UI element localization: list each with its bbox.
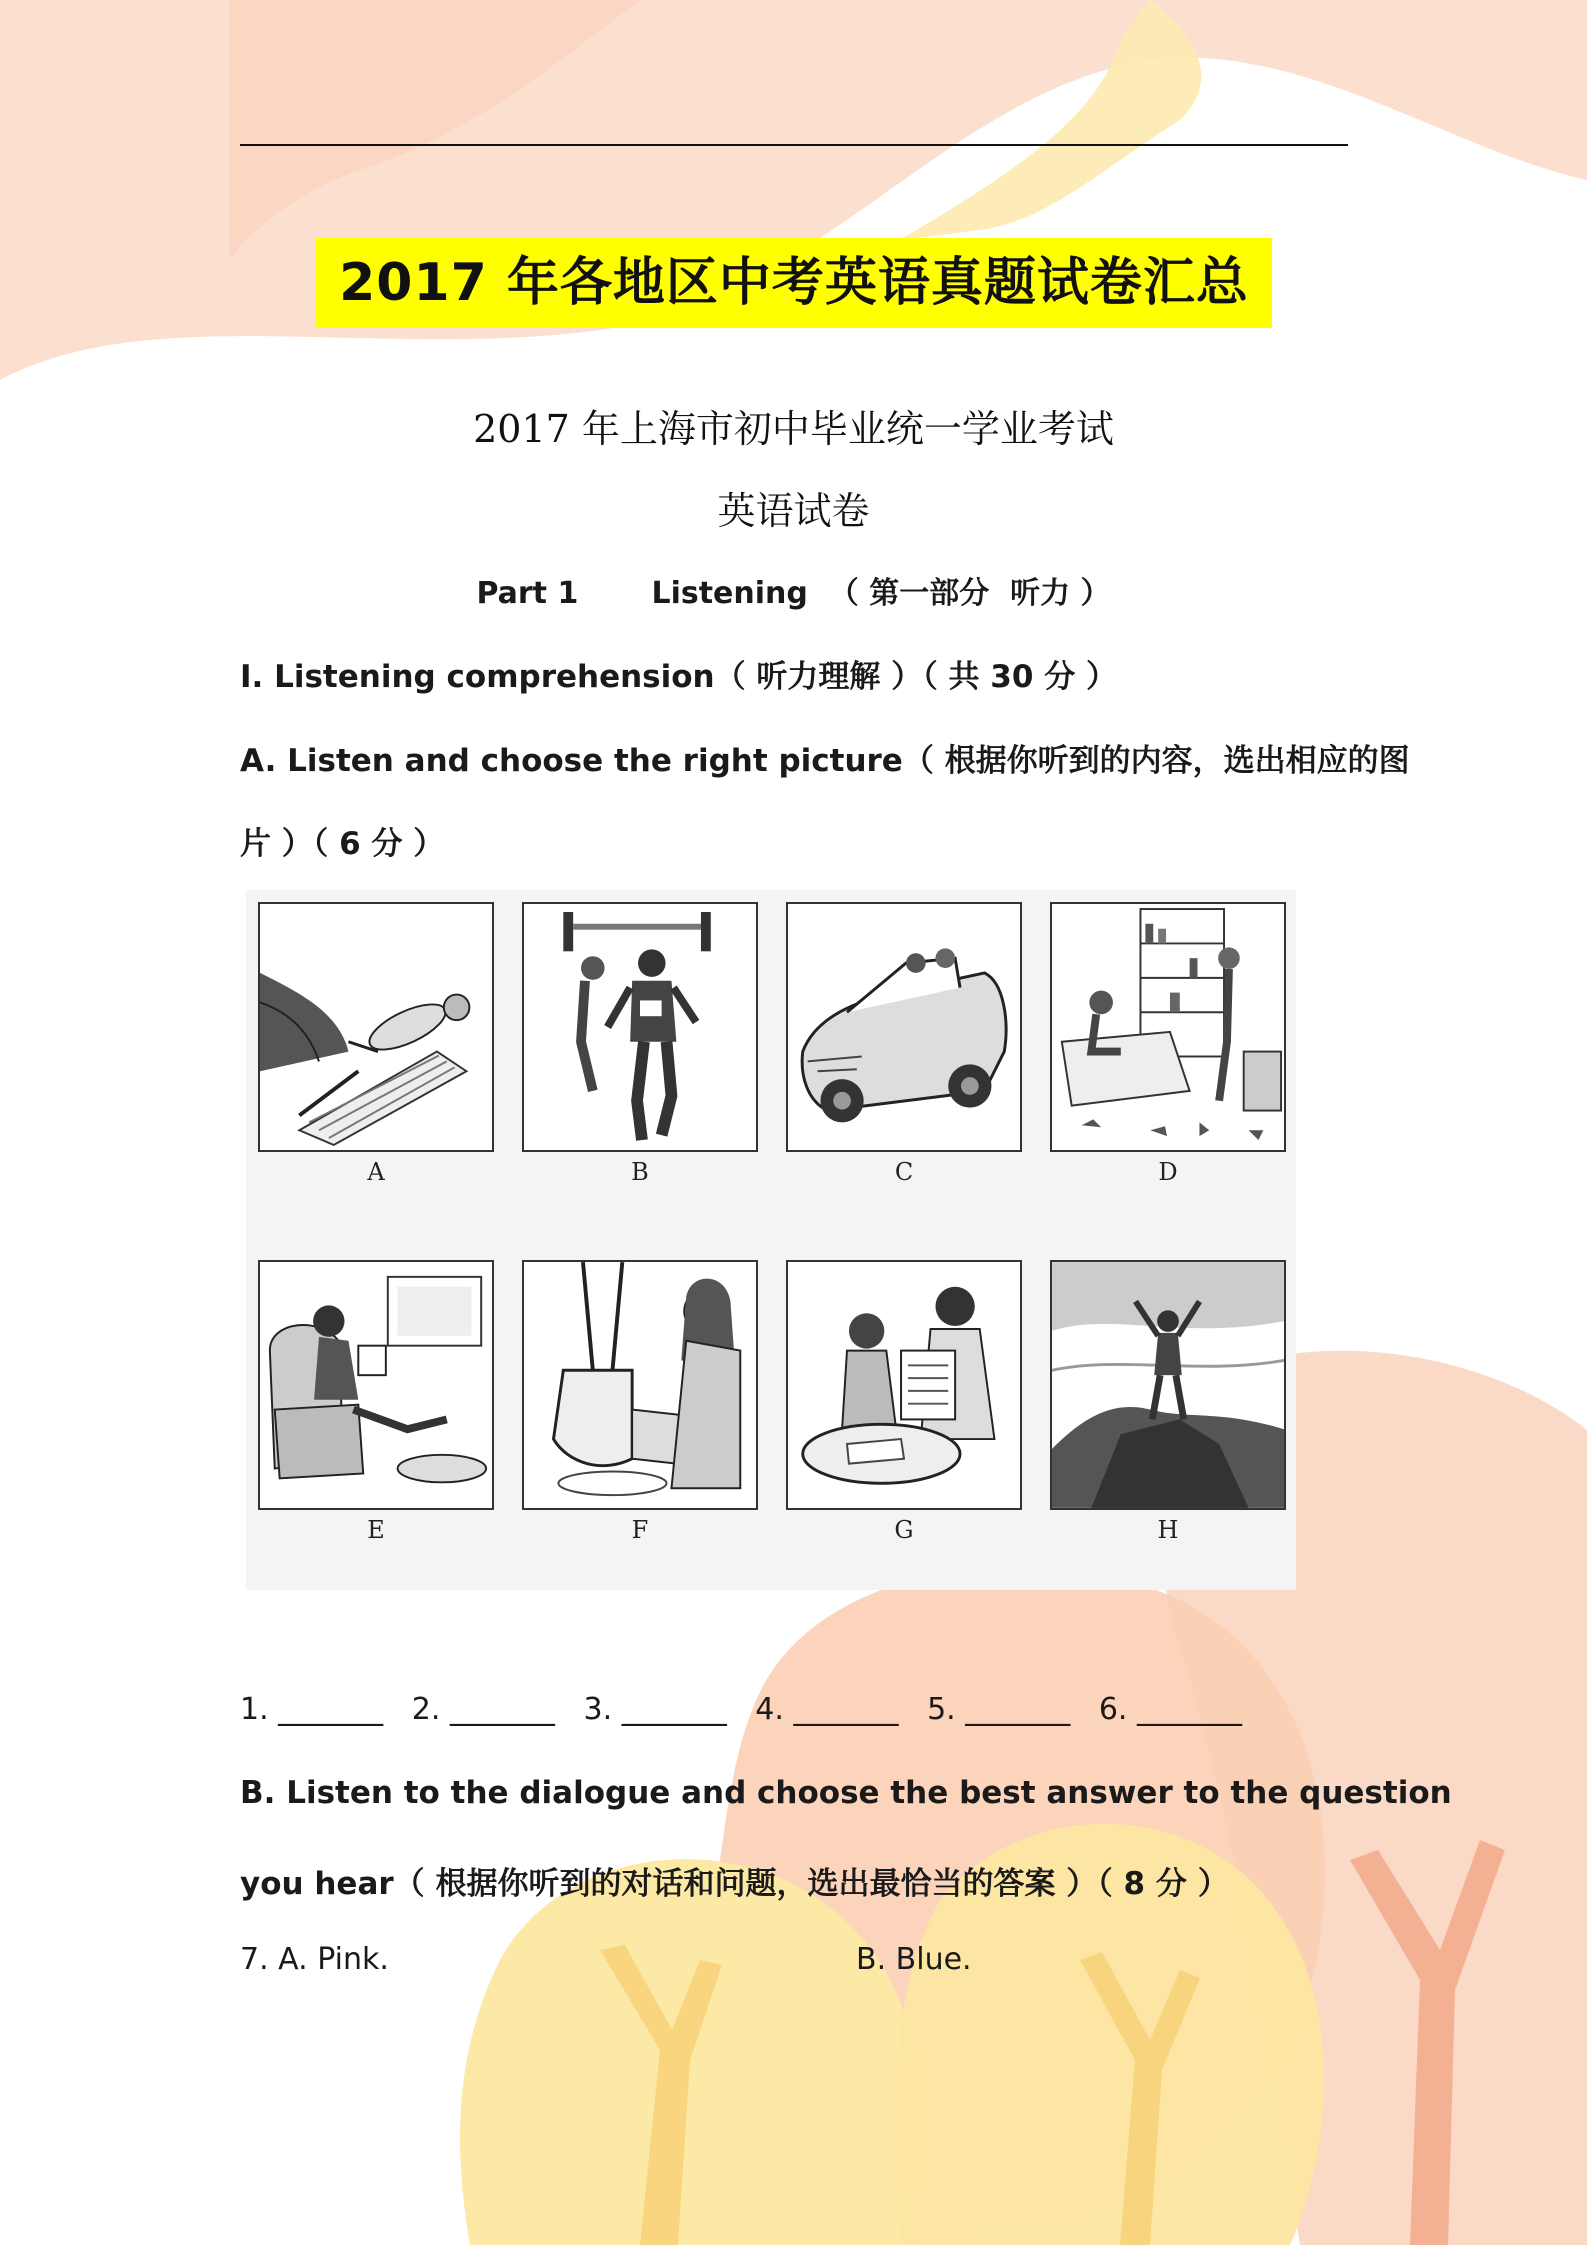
q7-option-a: 7. A. Pink. <box>240 1942 389 1977</box>
section-b-heading-line2: you hear（ 根据你听到的对话和问题，选出最恰当的答案 ）（ 8 分 ） <box>240 1866 1229 1902</box>
runner-finish-icon <box>524 904 756 1150</box>
injured-leg-icon <box>524 1262 756 1508</box>
part-name: Listening <box>651 576 808 611</box>
section-b-heading-line1: B. Listen to the dialogue and choose the best answer to the question <box>240 1775 1452 1811</box>
part-chinese: （ 第一部分 听力 ） <box>828 576 1111 611</box>
picture-g <box>786 1260 1022 1510</box>
picture-label-g: G <box>894 1516 914 1544</box>
picture-e <box>258 1260 494 1510</box>
picture-a <box>258 902 494 1152</box>
beach-sunbathing-icon <box>260 904 492 1150</box>
header-rule <box>240 144 1348 146</box>
picture-h <box>1050 1260 1286 1510</box>
exam-subtitle: 英语试卷 <box>717 489 870 533</box>
messy-bedroom-icon <box>1052 904 1284 1150</box>
picture-d <box>1050 902 1286 1152</box>
picture-c <box>786 902 1022 1152</box>
picture-label-d: D <box>1158 1158 1178 1186</box>
mountain-top-icon <box>1052 1262 1284 1508</box>
picture-label-e: E <box>367 1516 385 1544</box>
picture-label-b: B <box>631 1158 649 1186</box>
section-a-heading-line1: A. Listen and choose the right picture（ 根据你听到的内容，选出相应的图 <box>240 743 1410 779</box>
picture-f <box>522 1260 758 1510</box>
picture-grid <box>246 890 1296 1590</box>
q7-option-b: B. Blue. <box>856 1942 972 1977</box>
section-1-heading: I. Listening comprehension（ 听力理解 ）（ 共 30 分 ） <box>240 659 1118 695</box>
part-label: Part 1 <box>476 576 579 611</box>
picture-label-a: A <box>367 1158 385 1186</box>
car-driving-icon <box>788 904 1020 1150</box>
picture-b <box>522 902 758 1152</box>
picture-label-f: F <box>631 1516 649 1544</box>
section-a-heading-line2: 片 ）（ 6 分 ） <box>240 826 445 862</box>
reading-together-icon <box>788 1262 1020 1508</box>
main-title: 2017 年各地区中考英语真题试卷汇总 <box>316 238 1272 328</box>
picture-label-c: C <box>894 1158 914 1186</box>
part-heading <box>0 568 1587 612</box>
picture-label-h: H <box>1157 1516 1179 1544</box>
exam-title: 2017 年上海市初中毕业统一学业考试 <box>473 407 1114 451</box>
armchair-reading-icon <box>260 1262 492 1508</box>
answer-blanks: 1. _______ 2. _______ 3. _______ 4. _______ 5. _______ 6. _______ <box>240 1692 1242 1727</box>
